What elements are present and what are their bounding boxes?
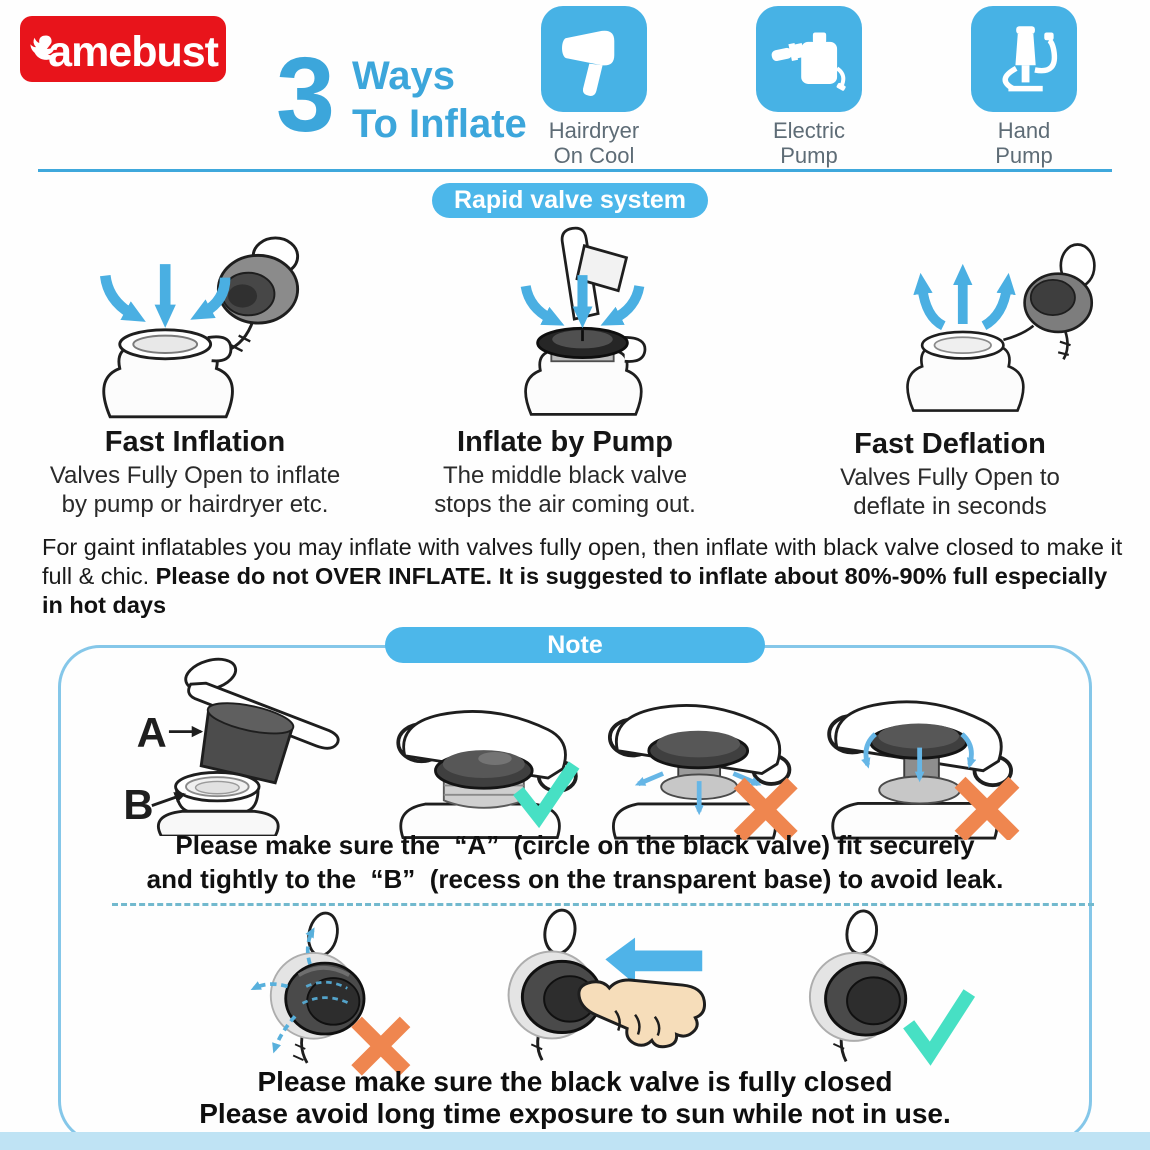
cross-icon — [357, 1022, 405, 1070]
hairdryer-icon — [555, 20, 633, 98]
close-instruction-line2: Please avoid long time exposure to sun while not in use. — [199, 1098, 951, 1129]
left-arrow-icon — [605, 938, 702, 984]
method-hand-pump — [959, 6, 1089, 169]
hairdryer-icon-tile — [541, 6, 647, 112]
inflation-advice: For gaint inflatables you may inflate with valves fully open, then inflate with black valve closed to make it full & chic. Please do not OVER INFLATE. It is suggested to inflate about 80%-90% full especially in hot days — [42, 534, 1123, 619]
figure-title: Fast Deflation — [854, 428, 1046, 460]
inflate-by-pump-illustration — [445, 220, 720, 420]
method-caption: Electric Pump — [772, 118, 846, 169]
electric-pump-icon-tile — [756, 6, 862, 112]
figure-desc: The middle black valve stops the air coming out. — [434, 462, 696, 518]
valve-ab-diagram — [92, 650, 392, 836]
label-a: A — [136, 708, 167, 756]
close-instruction-line1: Please make sure the black valve is fully closed — [257, 1066, 893, 1097]
bottom-strip — [0, 1132, 1150, 1150]
fast-inflation-illustration — [55, 226, 345, 422]
valve-loose-2-illustration — [818, 686, 1028, 840]
brand-logo-text: amebust — [48, 27, 218, 76]
figure-desc: Valves Fully Open to inflate by pump or hairdryer etc. — [49, 462, 341, 518]
method-caption: Hand Pump — [995, 118, 1053, 169]
method-caption: Hairdryer On Cool — [548, 118, 640, 169]
valve-fully-closed-illustration — [762, 908, 982, 1078]
valve-loose-1-illustration — [600, 688, 805, 840]
method-electric-pump — [744, 6, 874, 169]
title-word-2: To Inflate — [352, 102, 527, 146]
hand-pump-icon — [985, 20, 1063, 98]
note-banner: Note — [385, 627, 765, 663]
hand-pump-icon-tile — [971, 6, 1077, 112]
note-dashed-divider — [112, 903, 1094, 906]
method-hairdryer — [529, 6, 659, 169]
rapid-valve-banner: Rapid valve system — [432, 183, 708, 218]
figure-desc: Valves Fully Open to deflate in seconds — [840, 464, 1060, 520]
figure-title: Inflate by Pump — [457, 426, 673, 458]
title-word-1: Ways — [352, 54, 456, 98]
valve-leaking-illustration — [208, 910, 466, 1076]
title-number: 3 — [276, 36, 335, 154]
brand-logo — [20, 16, 226, 82]
label-b: B — [123, 780, 154, 828]
fit-instruction-line2: and tightly to the “B” (recess on the transparent base) to avoid leak. — [146, 864, 1004, 894]
valve-fit-correct-illustration — [388, 690, 588, 840]
fit-instruction-line1: Please make sure the “A” (circle on the black valve) fit securely — [175, 830, 975, 860]
fast-deflation-illustration — [855, 226, 1120, 422]
check-icon — [909, 993, 970, 1054]
figure-title: Fast Inflation — [104, 426, 286, 458]
press-valve-illustration — [462, 908, 730, 1076]
hand-pressing — [579, 980, 705, 1047]
header-divider — [38, 169, 1112, 172]
electric-pump-icon — [770, 20, 848, 98]
